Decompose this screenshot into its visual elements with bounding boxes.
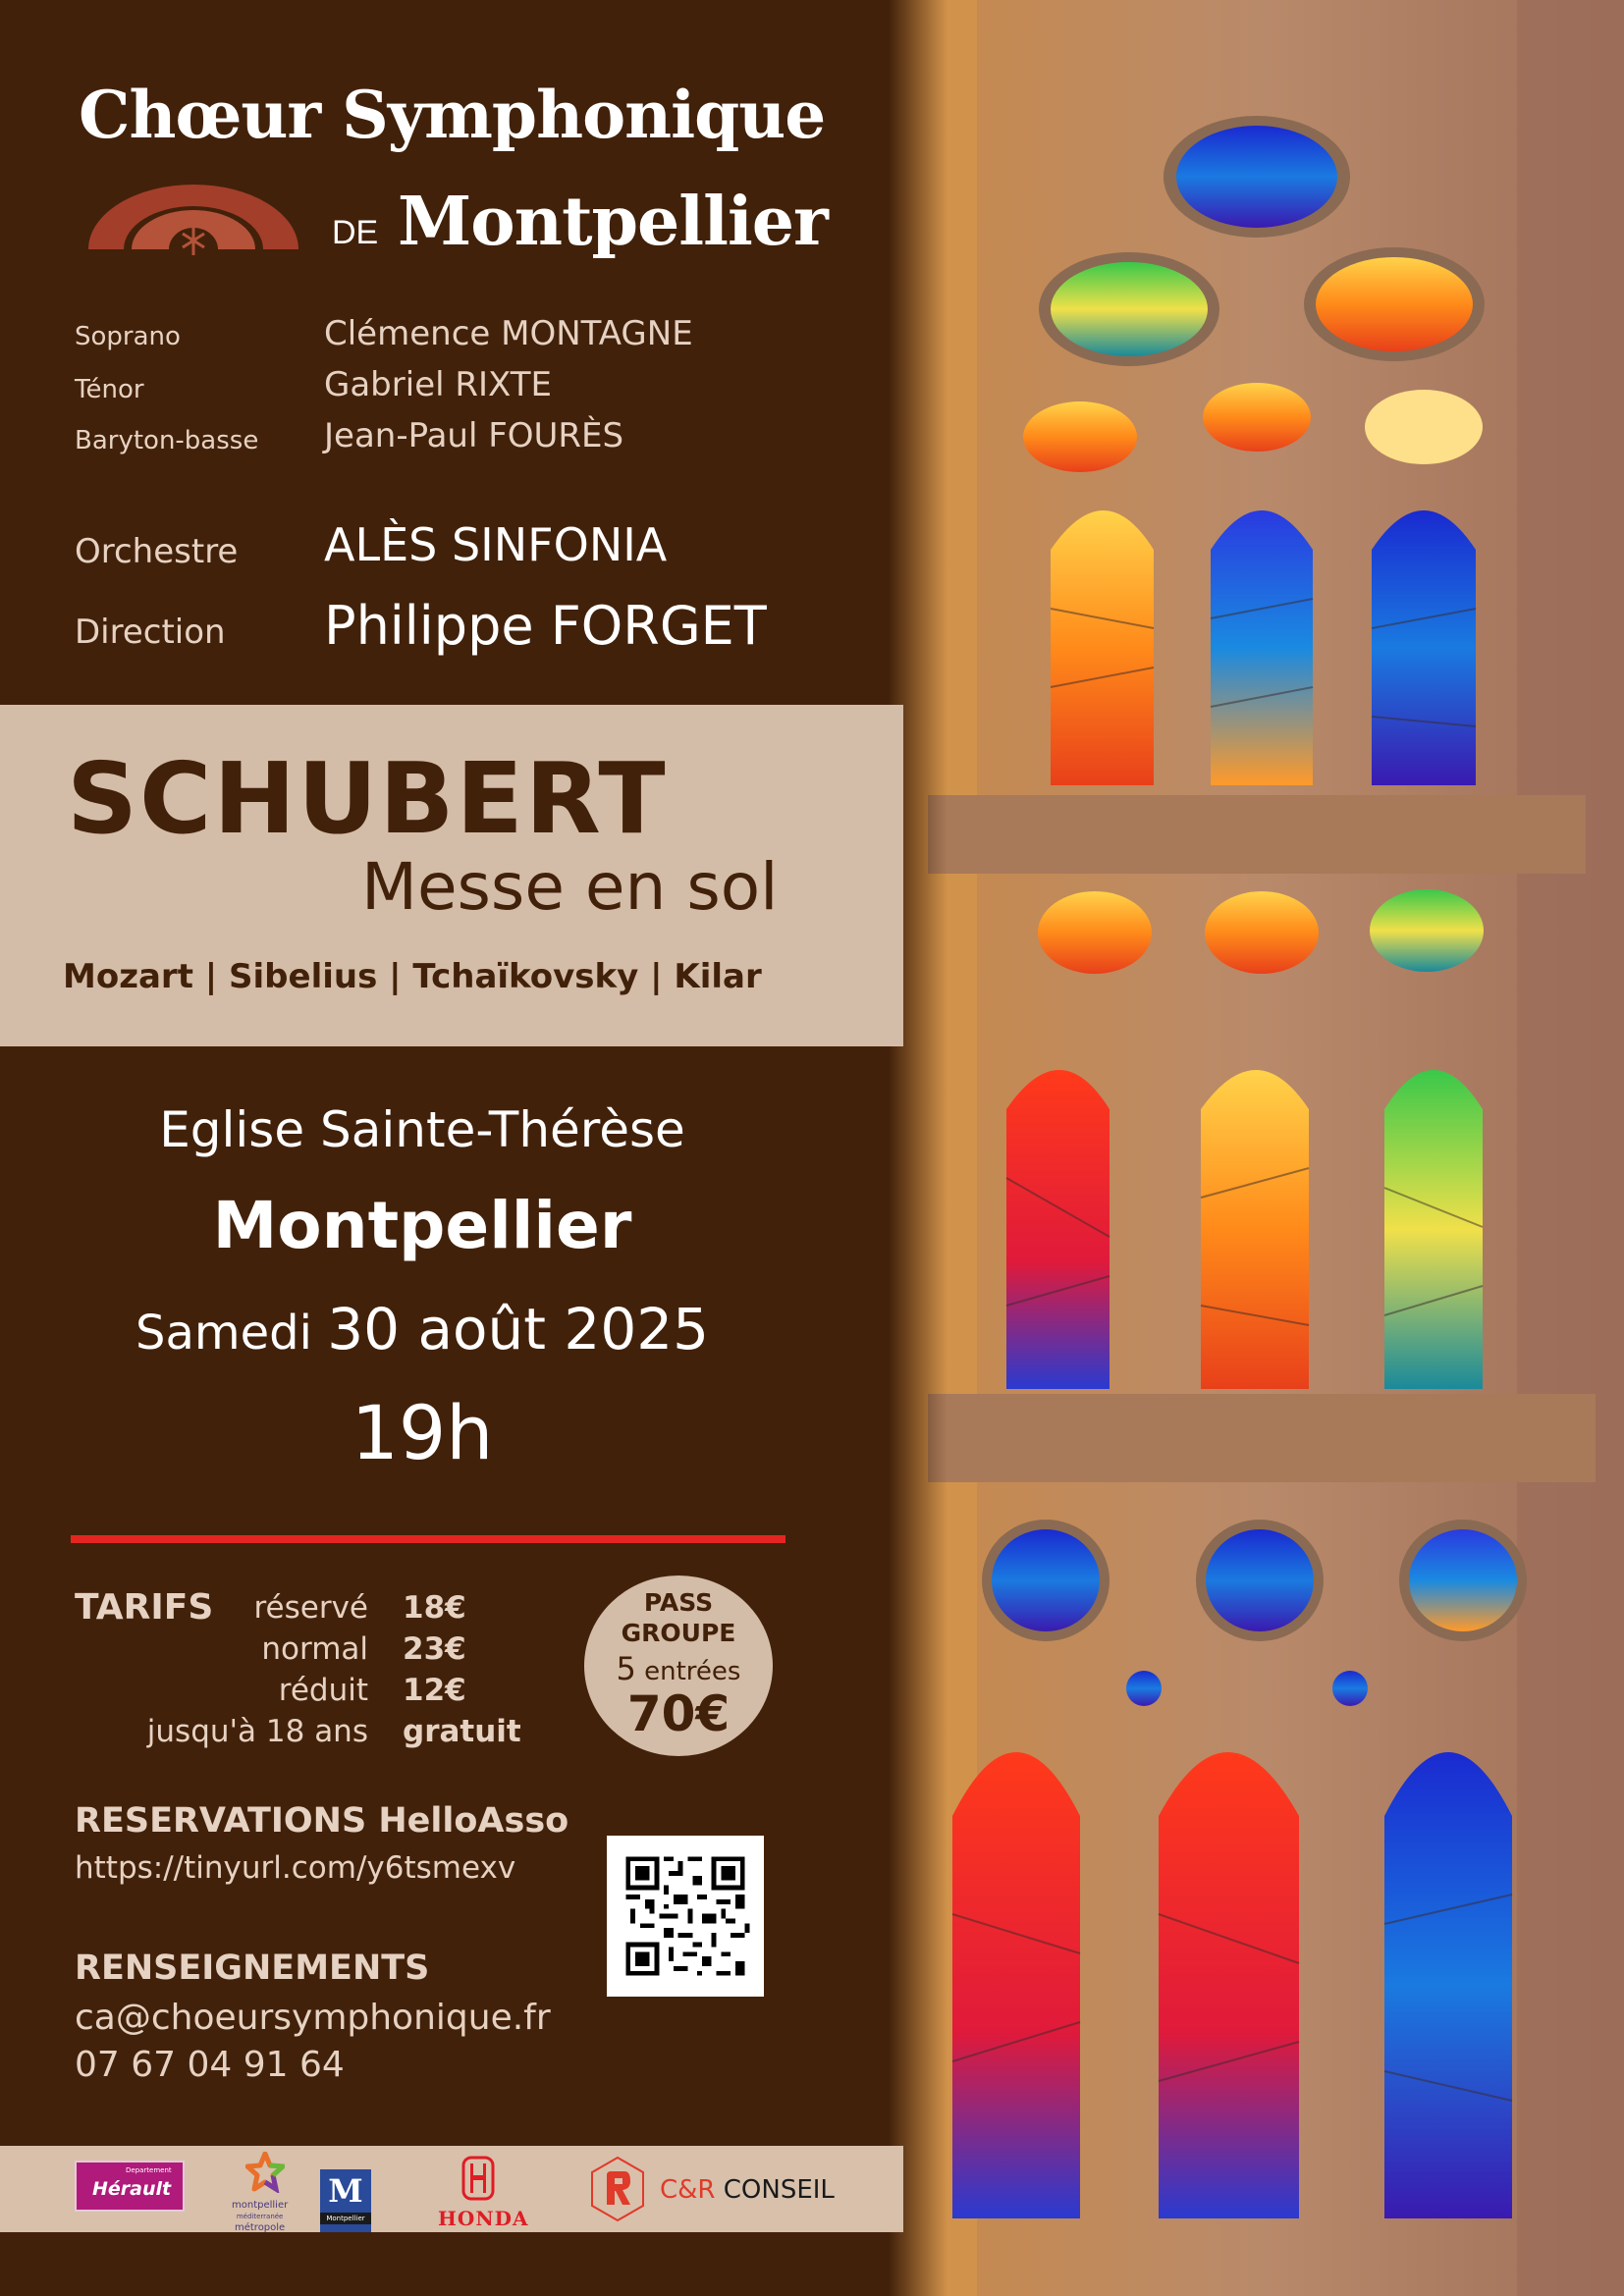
- metropole-line3: métropole: [234, 2222, 286, 2233]
- event-day: Samedi: [135, 1306, 312, 1361]
- herault-logo: [75, 2161, 185, 2212]
- rainbow-arch-icon: [81, 177, 306, 259]
- cr-suffix: CONSEIL: [723, 2175, 835, 2205]
- choir-name-de: DE: [332, 214, 379, 251]
- pass-title: [584, 1587, 773, 1648]
- cast-name-soprano: Clémence MONTAGNE: [324, 314, 693, 353]
- group-pass-badge: [584, 1575, 773, 1756]
- program-work: Messe en sol: [361, 849, 779, 925]
- cast-role-tenor: Ténor: [75, 375, 144, 404]
- pass-count: 5: [616, 1650, 636, 1687]
- tarif-price: gratuit: [403, 1714, 521, 1749]
- tarif-label: jusqu'à 18 ans: [146, 1714, 368, 1749]
- honda-h-icon: [461, 2156, 495, 2205]
- herault-caption: Departement: [126, 2166, 172, 2174]
- event-date: [0, 1296, 844, 1362]
- tarif-label: réduit: [278, 1673, 368, 1708]
- contact-email[interactable]: ca@choeursymphonique.fr: [75, 1998, 551, 2038]
- cr-brand: C&R: [660, 2175, 716, 2205]
- metropole-line2: méditerranée: [236, 2213, 284, 2220]
- tarifs-title: TARIFS: [75, 1587, 214, 1628]
- choir-name-line2: Montpellier: [398, 183, 828, 261]
- direction-label: Direction: [75, 613, 226, 652]
- program-other-composers: Mozart | Sibelius | Tchaïkovsky | Kilar: [63, 957, 762, 996]
- cast-name-tenor: Gabriel RIXTE: [324, 365, 552, 404]
- contact-title: RENSEIGNEMENTS: [75, 1949, 430, 1988]
- sponsor-band: [0, 2146, 903, 2232]
- pass-price: 70€: [626, 1685, 731, 1742]
- pass-line1: PASS: [643, 1588, 714, 1617]
- qr-code-icon[interactable]: [607, 1836, 764, 1997]
- event-date-value: 30 août 2025: [327, 1296, 710, 1362]
- cast-role-baryton: Baryton-basse: [75, 426, 259, 455]
- venue-city: Montpellier: [212, 1188, 632, 1263]
- montpellier-city-logo: [320, 2169, 371, 2232]
- montpellier-caption: Montpellier: [320, 2213, 371, 2224]
- red-divider: [71, 1535, 785, 1543]
- cast-role-soprano: Soprano: [75, 322, 181, 351]
- program-composer: SCHUBERT: [67, 741, 668, 856]
- tarif-price: 12€: [403, 1673, 466, 1708]
- choir-name-line1: Chœur Symphonique: [79, 77, 826, 153]
- contact-phone[interactable]: 07 67 04 91 64: [75, 2045, 345, 2085]
- herault-name: Hérault: [92, 2178, 172, 2200]
- reservations-link[interactable]: https://tinyurl.com/y6tsmexv: [75, 1850, 516, 1886]
- metropole-line1: montpellier: [232, 2200, 289, 2211]
- tarif-label: normal: [261, 1631, 368, 1667]
- orchestra-label: Orchestre: [75, 532, 239, 571]
- cr-conseil-wordmark: [660, 2175, 835, 2205]
- pass-entries: [584, 1650, 773, 1687]
- pass-line2: GROUPE: [621, 1619, 736, 1647]
- metropole-star-icon: [245, 2152, 285, 2197]
- pass-entries-label: entrées: [644, 1657, 741, 1686]
- metropole-logo-text: [232, 2200, 288, 2233]
- orchestra-name: ALÈS SINFONIA: [324, 518, 668, 571]
- montpellier-letter: M: [328, 2172, 363, 2210]
- venue-name: Eglise Sainte-Thérèse: [159, 1101, 685, 1158]
- cast-name-baryton: Jean-Paul FOURÈS: [324, 416, 624, 455]
- stained-glass-photo: [889, 0, 1624, 2296]
- conductor-name: Philippe FORGET: [324, 595, 767, 657]
- tarif-price: 18€: [403, 1590, 466, 1626]
- honda-wordmark: HONDA: [438, 2207, 529, 2230]
- cr-conseil-hex-icon: [589, 2156, 646, 2226]
- event-time: 19h: [351, 1389, 494, 1476]
- reservations-title: RESERVATIONS HelloAsso: [75, 1801, 569, 1841]
- tarif-label: réservé: [253, 1590, 368, 1626]
- tarif-price: 23€: [403, 1631, 466, 1667]
